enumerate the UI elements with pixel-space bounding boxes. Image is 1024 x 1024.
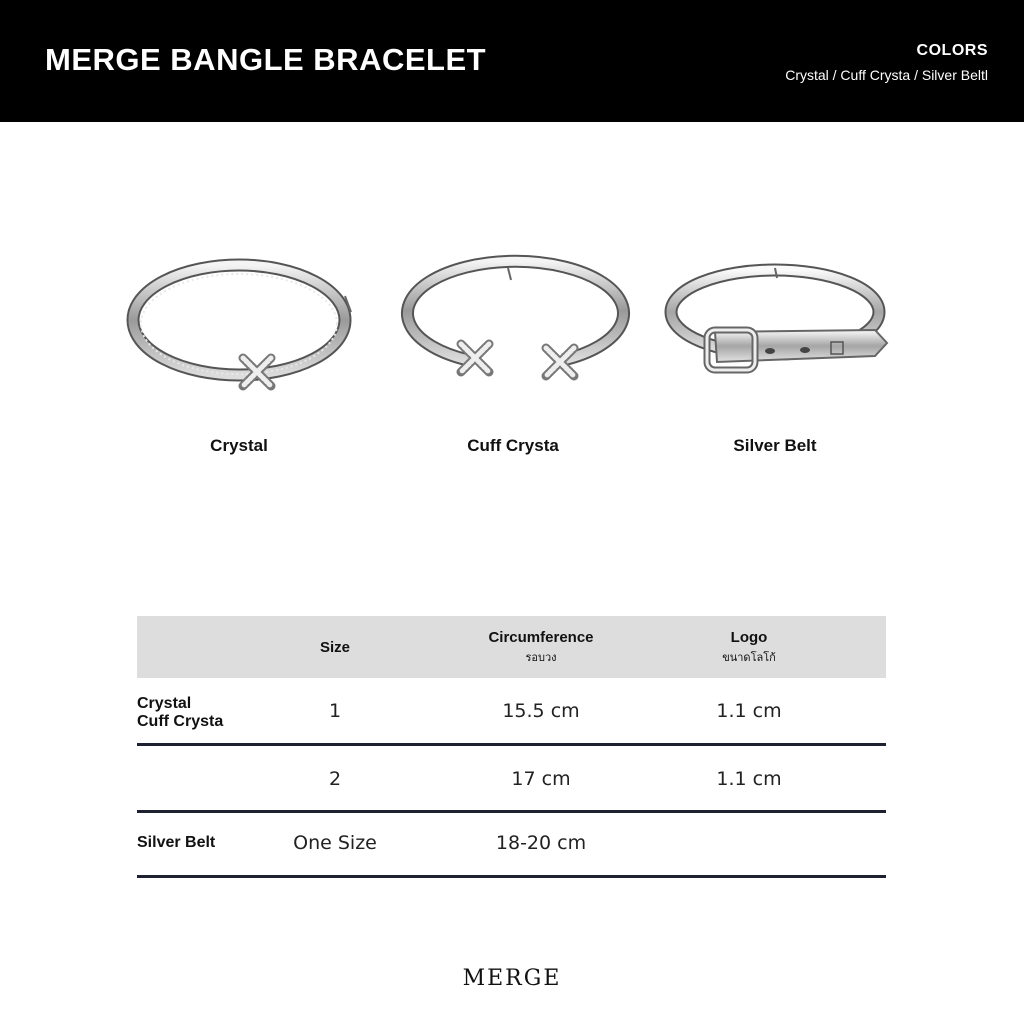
- product-crystal: [119, 250, 359, 470]
- header-logo: [649, 616, 849, 678]
- header-logo-sublabel: ขนาดโลโก้: [722, 651, 776, 664]
- cell-circumference: 17 cm: [511, 768, 571, 790]
- header-size-label: Size: [319, 638, 350, 656]
- cell-size: 1: [328, 700, 342, 722]
- row-label: [137, 834, 215, 852]
- product-name-cuff-crysta: Cuff Crysta: [467, 436, 559, 455]
- header-circumference: [441, 616, 641, 678]
- header-banner: [0, 0, 1024, 122]
- cuff-crystal-bangle-image: [393, 250, 633, 400]
- header-circumference-sublabel: รอบวง: [525, 651, 557, 664]
- cell-circumference: 15.5 cm: [502, 700, 580, 722]
- silver-belt-bangle-image: [655, 250, 895, 400]
- page-title: MERGE BANGLE BRACELET: [45, 42, 487, 77]
- table-row: [137, 813, 886, 878]
- row-label-line1: Silver Belt: [137, 834, 216, 851]
- cell-logo: 1.1 cm: [716, 700, 782, 722]
- brand-logo: MERGE: [462, 966, 562, 991]
- header-size: [235, 616, 435, 678]
- table-row: [137, 746, 886, 813]
- crystal-bangle-image: [119, 250, 359, 400]
- header-circumference-label: Circumference: [488, 628, 594, 646]
- row-label-line2: Cuff Crysta: [137, 713, 224, 730]
- product-name-crystal: Crystal: [210, 436, 268, 455]
- cell-size: 2: [328, 768, 342, 790]
- row-label: [137, 695, 223, 731]
- header-logo-label: Logo: [730, 628, 768, 646]
- row-label-line1: Crystal: [137, 695, 192, 712]
- product-silver-belt: [655, 250, 895, 470]
- cell-circumference: 18-20 cm: [495, 832, 587, 854]
- size-table: [137, 616, 886, 878]
- cell-logo: 1.1 cm: [716, 768, 782, 790]
- table-row: [137, 678, 886, 746]
- colors-label: COLORS: [916, 42, 988, 59]
- table-header: [137, 616, 886, 678]
- cell-size: One Size: [293, 832, 377, 854]
- product-name-silver-belt: Silver Belt: [733, 436, 817, 455]
- colors-list: Crystal / Cuff Crysta / Silver Beltl: [785, 67, 988, 83]
- product-cuff-crysta: [393, 250, 633, 470]
